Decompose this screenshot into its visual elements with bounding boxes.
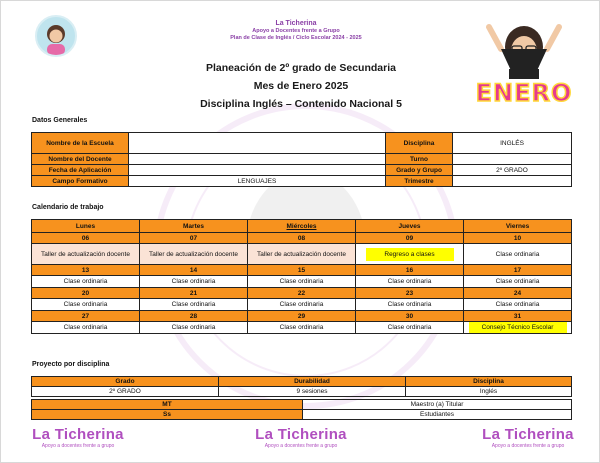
day-activity: Clase ordinaria	[140, 276, 248, 288]
day-number: 09	[356, 233, 464, 244]
day-activity: Clase ordinaria	[32, 322, 140, 334]
project-table	[31, 376, 572, 397]
day-number: 24	[464, 288, 572, 299]
trimester-label: Trimestre	[386, 176, 453, 187]
day-activity-back-to-school	[356, 244, 464, 265]
trimester-value[interactable]	[453, 176, 572, 187]
section-project-label: Proyecto por disciplina	[32, 361, 110, 368]
day-number: 07	[140, 233, 248, 244]
day-activity: Clase ordinaria	[140, 322, 248, 334]
formative-field-label: Campo Formativo	[32, 176, 129, 187]
day-header-tuesday: Martes	[140, 220, 248, 233]
project-discipline-value: Inglés	[406, 387, 572, 397]
day-activity: Clase ordinaria	[32, 299, 140, 311]
school-name-label: Nombre de la Escuela	[32, 133, 129, 154]
day-number: 30	[356, 311, 464, 322]
day-activity: Clase ordinaria	[356, 322, 464, 334]
footer-brand-right	[473, 426, 583, 449]
general-data-table	[31, 132, 572, 187]
day-activity: Clase ordinaria	[32, 276, 140, 288]
footer-brand-name: La Ticherina	[482, 426, 574, 443]
highlight-regreso: Regreso a clases	[366, 248, 454, 261]
day-header-thursday: Jueves	[356, 220, 464, 233]
footer-tagline: Apoyo a docentes frente a grupo	[264, 443, 338, 449]
calendar-table	[31, 219, 572, 334]
day-header-monday: Lunes	[32, 220, 140, 233]
shift-value[interactable]	[453, 154, 572, 165]
day-activity: Taller de actualización docente	[32, 244, 140, 265]
grade-group-label: Grado y Grupo	[386, 165, 453, 176]
footer-tagline: Apoyo a docentes frente a grupo	[41, 443, 115, 449]
day-activity: Clase ordinaria	[464, 276, 572, 288]
day-number: 10	[464, 233, 572, 244]
mt-label: MT	[32, 400, 303, 410]
footer-brand-left	[23, 426, 133, 449]
day-number: 08	[248, 233, 356, 244]
grade-group-value: 2º GRADO	[453, 165, 572, 176]
teacher-face-icon	[37, 17, 75, 55]
discipline-label: Disciplina	[386, 133, 453, 154]
day-activity: Clase ordinaria	[464, 244, 572, 265]
title-discipline: Disciplina Inglés – Contenido Nacional 5	[200, 98, 402, 110]
day-activity: Clase ordinaria	[248, 322, 356, 334]
project-duration-value: 9 sesiones	[219, 387, 406, 397]
day-number: 15	[248, 265, 356, 276]
day-header-wednesday: Miércoles	[248, 220, 356, 233]
document-titles	[151, 59, 451, 113]
day-number: 29	[248, 311, 356, 322]
footer-tagline: Apoyo a docentes frente a grupo	[491, 443, 565, 449]
day-number: 22	[248, 288, 356, 299]
section-general-label: Datos Generales	[32, 117, 88, 124]
project-duration-label: Durabilidad	[219, 377, 406, 387]
day-header-friday: Viernes	[464, 220, 572, 233]
section-calendar-label: Calendario de trabajo	[32, 204, 104, 211]
day-activity: Clase ordinaria	[248, 276, 356, 288]
brand-logo	[35, 15, 77, 57]
month-badge: ENERO	[475, 79, 573, 107]
project-grade-label: Grado	[32, 377, 219, 387]
school-name-value[interactable]	[129, 133, 386, 154]
day-activity: Clase ordinaria	[356, 276, 464, 288]
highlight-consejo: Consejo Técnico Escolar	[469, 322, 567, 333]
day-activity: Clase ordinaria	[248, 299, 356, 311]
day-number: 28	[140, 311, 248, 322]
title-grade: Planeación de 2º grado de Secundaria	[206, 62, 396, 74]
day-activity: Clase ordinaria	[356, 299, 464, 311]
teacher-name-label: Nombre del Docente	[32, 154, 129, 165]
day-number: 20	[32, 288, 140, 299]
day-activity-consejo	[464, 322, 572, 334]
title-month: Mes de Enero 2025	[253, 80, 349, 92]
day-activity: Clase ordinaria	[140, 299, 248, 311]
day-activity: Clase ordinaria	[464, 299, 572, 311]
brand-plan-line: Plan de Clase de Inglés / Ciclo Escolar 2024 - 2025	[230, 35, 362, 41]
day-activity: Taller de actualización docente	[140, 244, 248, 265]
application-date-value[interactable]	[129, 165, 386, 176]
teacher-name-value[interactable]	[129, 154, 386, 165]
mt-value: Maestro (a) Titular	[303, 400, 572, 410]
ss-label: Ss	[32, 410, 303, 420]
day-number: 27	[32, 311, 140, 322]
footer-brand-name: La Ticherina	[32, 426, 124, 443]
brand-header	[196, 19, 396, 42]
project-grade-value: 2º GRADO	[32, 387, 219, 397]
day-activity: Taller de actualización docente	[248, 244, 356, 265]
project-discipline-label: Disciplina	[406, 377, 572, 387]
formative-field-value: LENGUAJES	[129, 176, 386, 187]
day-number: 13	[32, 265, 140, 276]
day-number: 06	[32, 233, 140, 244]
brand-name: La Ticherina	[275, 20, 317, 27]
application-date-label: Fecha de Aplicación	[32, 165, 129, 176]
day-number: 14	[140, 265, 248, 276]
shift-label: Turno	[386, 154, 453, 165]
brand-subtitle: Apoyo a Docentes frente a Grupo	[252, 28, 340, 34]
day-number: 31	[464, 311, 572, 322]
footer-brand-name: La Ticherina	[255, 426, 347, 443]
discipline-value: INGLÉS	[453, 133, 572, 154]
day-number: 16	[356, 265, 464, 276]
day-number: 17	[464, 265, 572, 276]
ss-value: Estudiantes	[303, 410, 572, 420]
day-number: 21	[140, 288, 248, 299]
footer-brand-center	[246, 426, 356, 449]
roles-table	[31, 399, 572, 420]
day-number: 23	[356, 288, 464, 299]
